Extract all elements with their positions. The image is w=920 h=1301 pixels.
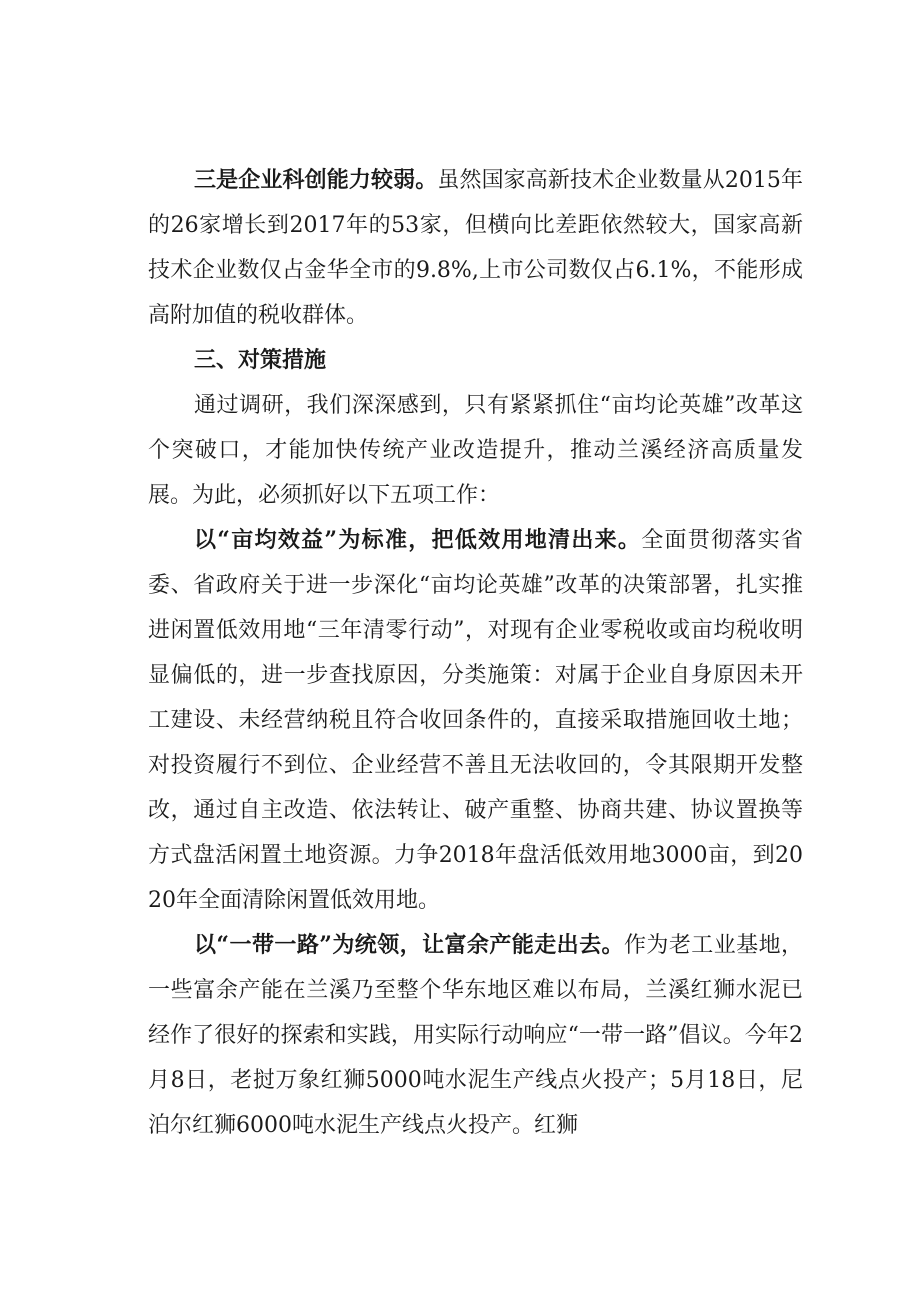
paragraph-body: 作为老工业基地，一些富余产能在兰溪乃至整个华东地区难以布局，兰溪红狮水泥已经作了很好的探索和实践，用实际行动响应“一带一路”倡议。今年2月8日，老挝万象红狮5000吨水泥生产线点火投产；5月18日，尼泊尔红狮6000吨水泥生产线点火投产。红狮 [148, 933, 803, 1138]
paragraph-body: 虽然国家高新技术企业数量从2015年的26家增长到2017年的53家，但横向比差距依然较大，国家高新技术企业数仅占金华全市的9.8%,上市公司数仅占6.1%，不能形成高附加值的税收群体。 [148, 168, 803, 328]
paragraph-lead: 以“一带一路”为统领，让富余产能走出去。 [194, 932, 624, 958]
paragraph-body: 全面贯彻落实省委、省政府关于进一步深化“亩均论英雄”改革的决策部署，扎实推进闲置低效用地“三年清零行动”，对现有企业零税收或亩均税收明显偏低的，进一步查找原因，分类施策：对属于企业自身原因未开工建设、未经营纳税且符合收回条件的，直接采取措施回收土地；对投资履行不到位、企业经营不善且无法收回的，令其限期开发整改，通过自主改造、依法转让、破产重整、协商共建、协议置换等方式盘活闲置土地资源。力争2018年盘活低效用地3000亩，到2020年全面清除闲置低效用地。 [148, 528, 803, 913]
paragraph-body: 通过调研，我们深深感到，只有紧紧抓住“亩均论英雄”改革这个突破口，才能加快传统产业改造提升，推动兰溪经济高质量发展。为此，必须抓好以下五项工作： [148, 393, 803, 508]
paragraph-intro [148, 383, 803, 518]
document-page [148, 158, 803, 1148]
paragraph-belt-and-road [148, 923, 803, 1148]
section-heading-countermeasures: 三、对策措施 [194, 347, 327, 373]
paragraph-lead: 以“亩均效益”为标准，把低效用地清出来。 [194, 527, 642, 553]
paragraph-land-efficiency [148, 518, 803, 923]
paragraph-weak-innovation [148, 158, 803, 338]
paragraph-lead: 三是企业科创能力较弱。 [194, 167, 438, 193]
